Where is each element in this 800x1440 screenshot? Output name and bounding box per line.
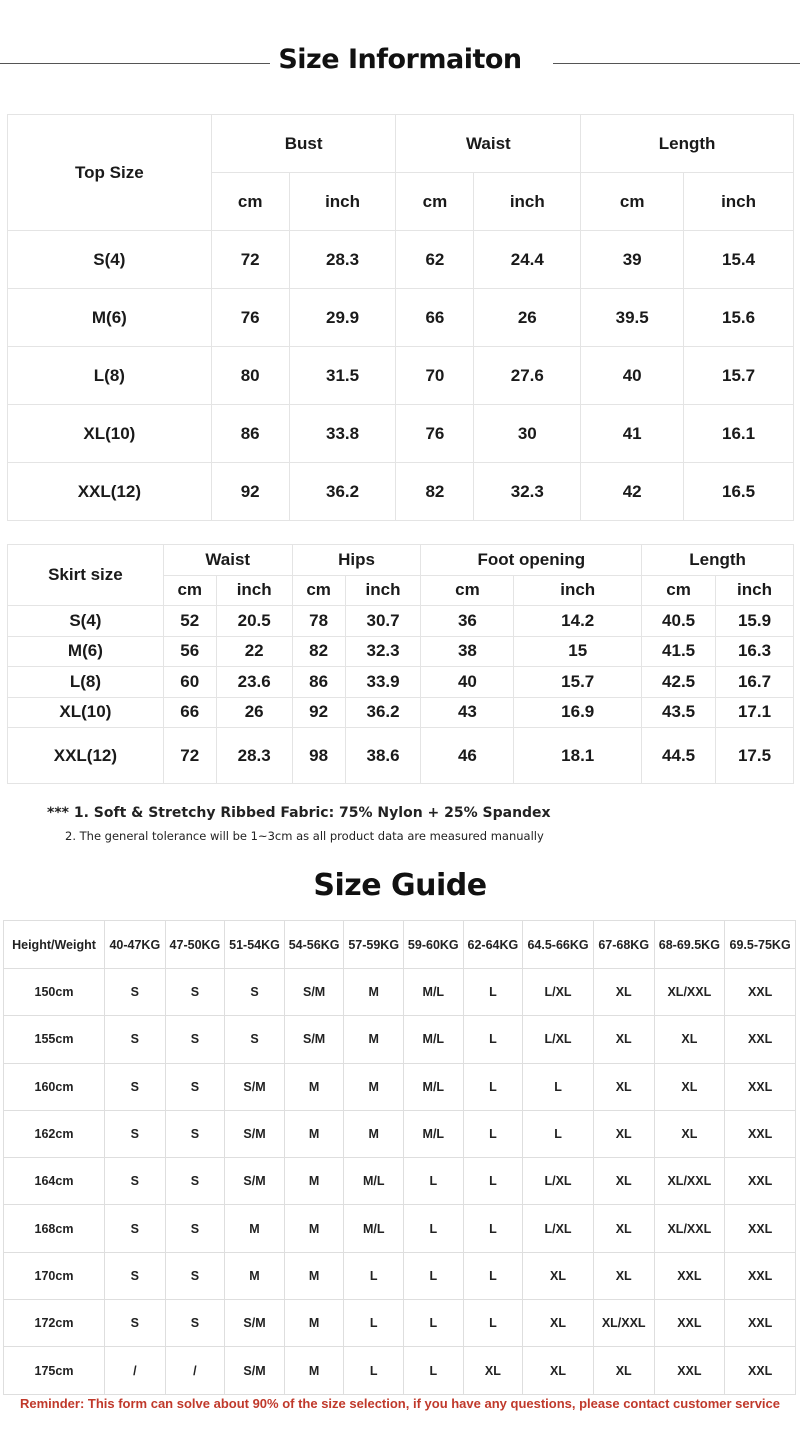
table-cell: S: [165, 1110, 225, 1157]
table-cell: XL/XXL: [593, 1300, 654, 1347]
table-cell: 92: [292, 697, 345, 728]
table-cell: 78: [292, 606, 345, 637]
table-cell: M/L: [404, 969, 464, 1016]
table-cell: XL: [523, 1347, 594, 1394]
table-cell: S: [105, 1158, 166, 1205]
table-cell: M: [284, 1110, 344, 1157]
table-cell: 72: [211, 231, 289, 289]
table-cell: 16.9: [514, 697, 642, 728]
table-cell: XL: [654, 1063, 725, 1110]
table-cell: L: [404, 1300, 464, 1347]
table-cell: L: [463, 1300, 523, 1347]
table-cell: 15.4: [684, 231, 794, 289]
table-row: [8, 347, 794, 405]
unit-header: inch: [289, 173, 396, 231]
table-cell: XL: [593, 969, 654, 1016]
table-row: [8, 463, 794, 521]
table-cell: 38: [421, 636, 514, 667]
table-cell: 76: [211, 289, 289, 347]
page-title: Size Informaiton: [278, 44, 522, 75]
table-cell: M/L: [404, 1063, 464, 1110]
table-cell: XL: [593, 1016, 654, 1063]
table-cell: XXL: [725, 1347, 796, 1394]
table-cell: L/XL: [523, 1158, 594, 1205]
height-label: 164cm: [4, 1158, 105, 1205]
table-cell: L/XL: [523, 1016, 594, 1063]
size-label: L(8): [8, 667, 164, 698]
table-cell: 14.2: [514, 606, 642, 637]
table-cell: M/L: [404, 1110, 464, 1157]
top-size-table: [7, 114, 794, 521]
table-cell: S/M: [225, 1347, 285, 1394]
table-cell: M: [344, 1110, 404, 1157]
table-cell: M: [284, 1205, 344, 1252]
table-cell: L: [404, 1252, 464, 1299]
table-cell: S: [165, 1205, 225, 1252]
unit-header: inch: [514, 575, 642, 606]
table-row: [8, 606, 794, 637]
size-information-header: [0, 38, 800, 86]
weight-range-header: 59-60KG: [404, 921, 464, 969]
table-cell: 43.5: [642, 697, 716, 728]
table-header-row: [8, 115, 794, 173]
size-label: M(6): [8, 636, 164, 667]
table-cell: 36: [421, 606, 514, 637]
table-cell: XXL: [654, 1300, 725, 1347]
table-cell: M/L: [344, 1158, 404, 1205]
reminder-text: Reminder: This form can solve about 90% of the size selection, if you have any questions, please contact customer service: [19, 1396, 780, 1411]
title-divider-right: [553, 63, 800, 64]
size-label: XXL(12): [8, 463, 212, 521]
weight-range-header: 57-59KG: [344, 921, 404, 969]
height-label: 172cm: [4, 1300, 105, 1347]
height-label: 170cm: [4, 1252, 105, 1299]
table-cell: L: [463, 1158, 523, 1205]
table-row: [8, 231, 794, 289]
unit-header: inch: [216, 575, 292, 606]
table-cell: 60: [163, 667, 216, 698]
table-cell: 22: [216, 636, 292, 667]
table-cell: 80: [211, 347, 289, 405]
table-cell: S: [105, 1205, 166, 1252]
weight-range-header: 47-50KG: [165, 921, 225, 969]
table-cell: 16.1: [684, 405, 794, 463]
table-cell: XL: [593, 1110, 654, 1157]
table-cell: S: [225, 969, 285, 1016]
table-cell: XXL: [725, 1252, 796, 1299]
skirt-size-table: [7, 544, 794, 784]
table-cell: 86: [211, 405, 289, 463]
height-label: 150cm: [4, 969, 105, 1016]
table-cell: 66: [396, 289, 474, 347]
table-cell: S: [165, 1300, 225, 1347]
height-label: 175cm: [4, 1347, 105, 1394]
table-cell: M: [344, 969, 404, 1016]
table-cell: XXL: [654, 1252, 725, 1299]
table-cell: 62: [396, 231, 474, 289]
table-cell: S: [165, 1252, 225, 1299]
height-label: 160cm: [4, 1063, 105, 1110]
table-cell: 36.2: [345, 697, 421, 728]
table-row: [4, 1300, 796, 1347]
table-cell: 42: [581, 463, 684, 521]
product-notes: [47, 805, 551, 843]
table-cell: 26: [474, 289, 581, 347]
table-cell: XL: [593, 1347, 654, 1394]
table-cell: 52: [163, 606, 216, 637]
table-cell: M: [225, 1252, 285, 1299]
table-cell: S: [165, 1158, 225, 1205]
table-cell: L: [344, 1300, 404, 1347]
table-cell: L: [344, 1347, 404, 1394]
size-guide-table: [3, 920, 796, 1395]
table-cell: L: [404, 1158, 464, 1205]
table-cell: XL/XXL: [654, 969, 725, 1016]
weight-range-header: 69.5-75KG: [725, 921, 796, 969]
table-cell: XXL: [725, 1300, 796, 1347]
table-cell: XXL: [725, 1063, 796, 1110]
table-cell: S: [105, 969, 166, 1016]
size-label: XL(10): [8, 697, 164, 728]
table-cell: L: [463, 1205, 523, 1252]
measurement-group-header: Waist: [396, 115, 581, 173]
table-cell: S: [165, 1063, 225, 1110]
table-cell: 56: [163, 636, 216, 667]
table-cell: XXL: [725, 1016, 796, 1063]
table-cell: M: [344, 1016, 404, 1063]
table-cell: M: [284, 1300, 344, 1347]
table-cell: S: [165, 969, 225, 1016]
table-cell: 33.9: [345, 667, 421, 698]
table-cell: 98: [292, 728, 345, 784]
weight-range-header: 68-69.5KG: [654, 921, 725, 969]
table-cell: XL: [654, 1016, 725, 1063]
table-cell: 30: [474, 405, 581, 463]
table-cell: /: [165, 1347, 225, 1394]
table-cell: S: [105, 1252, 166, 1299]
weight-range-header: 40-47KG: [105, 921, 166, 969]
table-cell: XL: [593, 1158, 654, 1205]
table-cell: L: [404, 1205, 464, 1252]
size-label: XXL(12): [8, 728, 164, 784]
table-cell: 42.5: [642, 667, 716, 698]
table-cell: L: [463, 1063, 523, 1110]
unit-header: cm: [211, 173, 289, 231]
table-cell: 15.7: [514, 667, 642, 698]
weight-range-header: 54-56KG: [284, 921, 344, 969]
table-cell: M: [284, 1063, 344, 1110]
size-label: M(6): [8, 289, 212, 347]
table-cell: M/L: [344, 1205, 404, 1252]
table-cell: S/M: [225, 1110, 285, 1157]
table-cell: 32.3: [474, 463, 581, 521]
table-cell: XL: [523, 1300, 594, 1347]
table-cell: M/L: [404, 1016, 464, 1063]
table-cell: 15.6: [684, 289, 794, 347]
table-cell: XL: [593, 1205, 654, 1252]
table-cell: S/M: [284, 969, 344, 1016]
table-row: [8, 636, 794, 667]
table-row: [4, 1158, 796, 1205]
size-label: S(4): [8, 606, 164, 637]
table-cell: 32.3: [345, 636, 421, 667]
table-cell: L: [404, 1347, 464, 1394]
unit-header: cm: [396, 173, 474, 231]
table-cell: 41: [581, 405, 684, 463]
table-cell: XL: [523, 1252, 594, 1299]
weight-range-header: 51-54KG: [225, 921, 285, 969]
table-cell: L: [344, 1252, 404, 1299]
table-cell: 86: [292, 667, 345, 698]
table-cell: XL: [654, 1110, 725, 1157]
table-cell: L/XL: [523, 1205, 594, 1252]
table-cell: S: [225, 1016, 285, 1063]
table-cell: 15: [514, 636, 642, 667]
table-cell: S: [105, 1016, 166, 1063]
table-cell: 33.8: [289, 405, 396, 463]
table-cell: S: [105, 1110, 166, 1157]
table-cell: 15.7: [684, 347, 794, 405]
table-cell: 36.2: [289, 463, 396, 521]
measurement-group-header: Foot opening: [421, 545, 642, 576]
size-label: XL(10): [8, 405, 212, 463]
table-row: [4, 1205, 796, 1252]
table-cell: S: [165, 1016, 225, 1063]
height-label: 168cm: [4, 1205, 105, 1252]
table-cell: XXL: [725, 1205, 796, 1252]
table-cell: 27.6: [474, 347, 581, 405]
weight-range-header: 64.5-66KG: [523, 921, 594, 969]
table-cell: 92: [211, 463, 289, 521]
table-cell: S/M: [225, 1300, 285, 1347]
table-cell: M: [225, 1205, 285, 1252]
height-label: 162cm: [4, 1110, 105, 1157]
table-cell: 18.1: [514, 728, 642, 784]
tolerance-note: 2. The general tolerance will be 1~3cm as all product data are measured manually: [65, 829, 544, 843]
measurement-group-header: Length: [581, 115, 794, 173]
table-cell: 28.3: [289, 231, 396, 289]
table-cell: 44.5: [642, 728, 716, 784]
table-cell: XL/XXL: [654, 1158, 725, 1205]
table-cell: 23.6: [216, 667, 292, 698]
table-cell: XXL: [654, 1347, 725, 1394]
table-cell: 28.3: [216, 728, 292, 784]
table-cell: S: [105, 1063, 166, 1110]
table-cell: 41.5: [642, 636, 716, 667]
table-row: [8, 667, 794, 698]
unit-header: inch: [684, 173, 794, 231]
unit-header: cm: [642, 575, 716, 606]
table-cell: 82: [396, 463, 474, 521]
table-cell: /: [105, 1347, 166, 1394]
table-row: [8, 289, 794, 347]
table-cell: 17.1: [716, 697, 794, 728]
size-guide-title: Size Guide: [313, 868, 487, 903]
weight-range-header: 67-68KG: [593, 921, 654, 969]
table-cell: S: [105, 1300, 166, 1347]
table-cell: L: [463, 1016, 523, 1063]
table-cell: 40.5: [642, 606, 716, 637]
table-row: [8, 405, 794, 463]
table-cell: L: [523, 1063, 594, 1110]
table-cell: 40: [581, 347, 684, 405]
table-cell: L: [523, 1110, 594, 1157]
table-row: [4, 1252, 796, 1299]
table-cell: 38.6: [345, 728, 421, 784]
size-label: L(8): [8, 347, 212, 405]
table-cell: XL: [593, 1063, 654, 1110]
unit-header: inch: [345, 575, 421, 606]
height-label: 155cm: [4, 1016, 105, 1063]
table-row: [4, 1347, 796, 1394]
table-cell: XXL: [725, 1110, 796, 1157]
table-cell: 24.4: [474, 231, 581, 289]
table-cell: 43: [421, 697, 514, 728]
table-cell: L/XL: [523, 969, 594, 1016]
unit-header: inch: [716, 575, 794, 606]
table-cell: 30.7: [345, 606, 421, 637]
table-header-row: [4, 921, 796, 969]
height-weight-header: Height/Weight: [4, 921, 105, 969]
size-column-header: Top Size: [8, 115, 212, 231]
table-cell: L: [463, 1110, 523, 1157]
unit-header: inch: [474, 173, 581, 231]
table-cell: M: [284, 1158, 344, 1205]
unit-header: cm: [163, 575, 216, 606]
table-cell: 40: [421, 667, 514, 698]
table-cell: 16.7: [716, 667, 794, 698]
measurement-group-header: Length: [642, 545, 794, 576]
size-label: S(4): [8, 231, 212, 289]
measurement-group-header: Bust: [211, 115, 396, 173]
table-cell: XL: [463, 1347, 523, 1394]
table-row: [4, 969, 796, 1016]
table-cell: 82: [292, 636, 345, 667]
table-cell: M: [284, 1347, 344, 1394]
table-cell: M: [284, 1252, 344, 1299]
unit-header: cm: [421, 575, 514, 606]
table-cell: 46: [421, 728, 514, 784]
table-cell: 39.5: [581, 289, 684, 347]
table-cell: XXL: [725, 1158, 796, 1205]
table-cell: 16.5: [684, 463, 794, 521]
table-cell: 39: [581, 231, 684, 289]
table-cell: 66: [163, 697, 216, 728]
table-row: [8, 728, 794, 784]
table-cell: XL: [593, 1252, 654, 1299]
table-row: [4, 1063, 796, 1110]
unit-header: cm: [292, 575, 345, 606]
table-cell: L: [463, 969, 523, 1016]
table-cell: 70: [396, 347, 474, 405]
table-cell: XXL: [725, 969, 796, 1016]
table-cell: 26: [216, 697, 292, 728]
table-cell: L: [463, 1252, 523, 1299]
table-cell: 76: [396, 405, 474, 463]
table-cell: S/M: [225, 1063, 285, 1110]
table-row: [4, 1016, 796, 1063]
table-row: [8, 697, 794, 728]
table-cell: 16.3: [716, 636, 794, 667]
table-cell: S/M: [284, 1016, 344, 1063]
measurement-group-header: Hips: [292, 545, 421, 576]
table-cell: 17.5: [716, 728, 794, 784]
weight-range-header: 62-64KG: [463, 921, 523, 969]
table-row: [4, 1110, 796, 1157]
fabric-note: *** 1. Soft & Stretchy Ribbed Fabric: 75% Nylon + 25% Spandex: [47, 805, 551, 821]
table-header-row: [8, 545, 794, 576]
unit-header: cm: [581, 173, 684, 231]
table-cell: M: [344, 1063, 404, 1110]
table-cell: S/M: [225, 1158, 285, 1205]
table-cell: XL/XXL: [654, 1205, 725, 1252]
table-cell: 29.9: [289, 289, 396, 347]
table-cell: 15.9: [716, 606, 794, 637]
table-cell: 20.5: [216, 606, 292, 637]
table-cell: 72: [163, 728, 216, 784]
table-cell: 31.5: [289, 347, 396, 405]
measurement-group-header: Waist: [163, 545, 292, 576]
size-column-header: Skirt size: [8, 545, 164, 606]
